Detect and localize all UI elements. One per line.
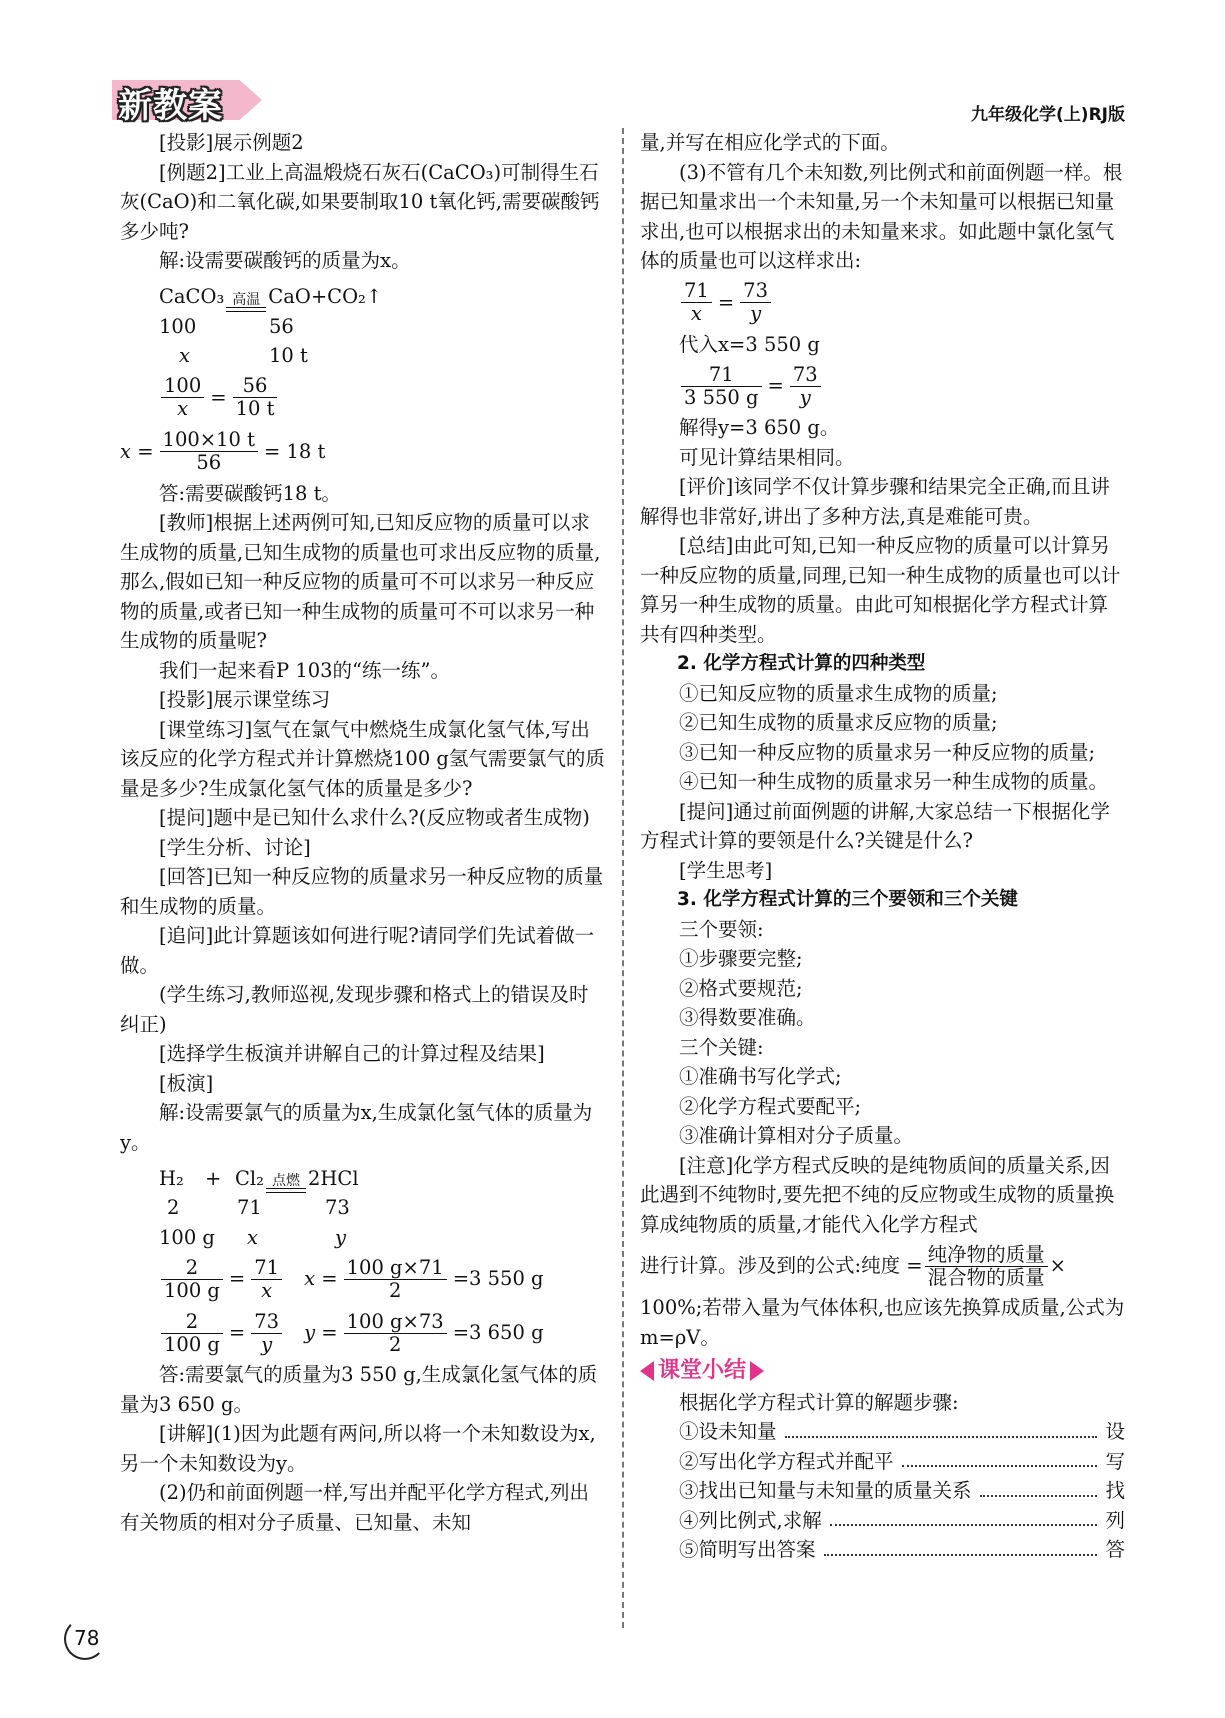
section-heading: 3. 化学方程式计算的三个要领和三个关键 bbox=[677, 889, 1018, 910]
summary-step: ⑤简明写出答案 答 bbox=[640, 1535, 1125, 1565]
paragraph: 我们一起来看P 103的“练一练”。 bbox=[159, 658, 450, 682]
paragraph: 解:设需要碳酸钙的质量为x。 bbox=[159, 249, 411, 272]
paragraph: [课堂练习]氢气在氯气中燃烧生成氯化氢气体,写出该反应的化学方程式并计算燃烧100 g氢气需要氯气的质量是多少?生成氯化氢气体的质量是多少? bbox=[120, 717, 605, 800]
paragraph: [回答]已知一种反应物的质量求另一种反应物的质量和生成物的质量。 bbox=[120, 865, 604, 918]
summary-step: ③找出已知量与未知量的质量关系 找 bbox=[640, 1476, 1125, 1506]
list-item: ④已知一种生成物的质量求另一种生成物的质量。 bbox=[679, 770, 1109, 793]
paragraph: 100%;若带入量为气体体积,也应该先换算成质量,公式为m=ρV。 bbox=[640, 1296, 1125, 1349]
list-item: ①已知反应物的质量求生成物的质量; bbox=[679, 681, 998, 705]
section-heading: 2. 化学方程式计算的四种类型 bbox=[677, 653, 926, 674]
formula: CaO+CO₂↑ bbox=[268, 285, 383, 308]
paragraph: [讲解](1)因为此题有两问,所以将一个未知数设为x,另一个未知数设为y。 bbox=[120, 1422, 596, 1475]
paragraph: 可见计算结果相同。 bbox=[679, 445, 855, 469]
list-item: ③已知一种反应物的质量求另一种反应物的质量; bbox=[679, 740, 1096, 764]
proportion-equation: $\frac{71}{3 550 g}$ = $\frac{73}{y}$ bbox=[640, 359, 1125, 413]
right-triangle-icon bbox=[750, 1361, 764, 1381]
right-column bbox=[640, 128, 1125, 1565]
mass-row: 100 56 bbox=[159, 314, 294, 338]
mass-row: x 10 t bbox=[179, 344, 308, 367]
reaction-condition: 点燃 bbox=[266, 1174, 306, 1193]
paragraph: 代入x=3 550 g bbox=[679, 332, 820, 356]
summary-step: ②写出化学方程式并配平 写 bbox=[640, 1447, 1125, 1477]
list-item: ③得数要准确。 bbox=[679, 1006, 816, 1029]
paragraph: [评价]该同学不仅计算步骤和结果完全正确,而且讲解得也非常好,讲出了多种方法,真是难能可贵。 bbox=[640, 475, 1110, 528]
summary-step: ④列比例式,求解 列 bbox=[640, 1506, 1125, 1536]
mass-row: 2 71 73 bbox=[167, 1196, 350, 1219]
paragraph: [学生思考] bbox=[679, 858, 773, 882]
list-item: ③准确计算相对分子质量。 bbox=[679, 1124, 914, 1147]
paragraph: [提问]题中是已知什么求什么?(反应物或者生成物) bbox=[159, 806, 590, 829]
left-column bbox=[120, 128, 605, 1537]
equation-hcl: H₂ + Cl₂ 点燃 2HCl bbox=[120, 1157, 605, 1193]
list-item: 三个要领: bbox=[679, 917, 764, 941]
paragraph: [追问]此计算题该如何进行呢?请同学们先试着做一做。 bbox=[120, 924, 595, 977]
paragraph: (3)不管有几个未知数,列比例式和前面例题一样。根据已知量求出一个未知量,另一个未知量可以根据已知量求出,也可以根据求出的未知量来求。如此题中氯化氢气体的质量也可以这样求出: bbox=[640, 160, 1123, 272]
paragraph: 根据化学方程式计算的解题步骤: bbox=[679, 1390, 959, 1414]
page-number: 78 bbox=[64, 1618, 104, 1658]
paragraph: 解:设需要氯气的质量为x,生成氯化氢气体的质量为y。 bbox=[120, 1101, 593, 1154]
list-item: ①步骤要完整; bbox=[679, 947, 803, 970]
paragraph: [学生分析、讨论] bbox=[159, 835, 311, 859]
paragraph: [例题2]工业上高温煅烧石灰石(CaCO₃)可制得生石灰(CaO)和二氧化碳,如果要制取10 t氧化钙,需要碳酸钙多少吨? bbox=[120, 160, 600, 243]
purity-formula: 进行计算。涉及到的公式:纯度 = $\frac{\text{纯净物的质量}}{\text{混合物的质量}}$ × bbox=[640, 1242, 1066, 1289]
proportion-equation: $\frac{100}{x}$ = $\frac{56}{10 t}$ bbox=[120, 371, 605, 425]
logo-text: 新教案 bbox=[118, 86, 223, 126]
paragraph: [投影]展示课堂练习 bbox=[159, 688, 331, 711]
answer: 答:需要氯气的质量为3 550 g,生成氯化氢气体的质量为3 650 g。 bbox=[120, 1363, 598, 1416]
summary-step: ①设未知量 设 bbox=[640, 1417, 1125, 1447]
paragraph: 解得y=3 650 g。 bbox=[679, 416, 840, 439]
left-triangle-icon bbox=[640, 1361, 654, 1381]
formula: CaCO₃ bbox=[159, 285, 225, 308]
proportion-equation: $\frac{71}{x}$ = $\frac{73}{y}$ bbox=[640, 276, 1125, 330]
paragraph: (学生练习,教师巡视,发现步骤和格式上的错误及时纠正) bbox=[120, 983, 589, 1036]
paragraph: [教师]根据上述两例可知,已知反应物的质量可以求生成物的质量,已知生成物的质量也可求出反应物的质量,那么,假如已知一种反应物的质量可不可以求另一种反应物的质量,或者已知一种生成物的质量可不可以求另一种生成物的质量呢? bbox=[120, 511, 601, 652]
list-item: ②已知生成物的质量求反应物的质量; bbox=[679, 711, 998, 734]
paragraph: [投影]展示例题2 bbox=[159, 131, 304, 154]
result-equation: x = $\frac{100\times 10 t}{56}$ = 18 t bbox=[120, 428, 326, 474]
reaction-condition: 高温 bbox=[226, 293, 266, 312]
list-item: ①准确书写化学式; bbox=[679, 1065, 842, 1088]
brand-logo bbox=[112, 76, 282, 124]
paragraph: [板演] bbox=[159, 1071, 214, 1095]
calculation-line: $\frac{2}{100 g}$ = $\frac{71}{x}$ x = $\frac{100 g\times 71}{2}$ =3 550 g bbox=[120, 1252, 605, 1306]
summary-section-title: 课堂小结 bbox=[640, 1356, 1125, 1386]
paragraph: 量,并写在相应化学式的下面。 bbox=[640, 131, 900, 154]
mass-row: 100 g x y bbox=[159, 1225, 347, 1249]
paragraph: (2)仍和前面例题一样,写出并配平化学方程式,列出有关物质的相对分子质量、已知量、未知 bbox=[120, 1481, 590, 1534]
paragraph: [总结]由此可知,已知一种反应物的质量可以计算另一种反应物的质量,同理,已知一种生成物的质量也可以计算另一种生成物的质量。由此可知根据化学方程式计算共有四种类型。 bbox=[640, 534, 1121, 646]
list-item: ②化学方程式要配平; bbox=[679, 1094, 862, 1118]
paragraph: [选择学生板演并讲解自己的计算过程及结果] bbox=[159, 1042, 545, 1065]
paragraph: [提问]通过前面例题的讲解,大家总结一下根据化学方程式计算的要领是什么?关键是什么? bbox=[640, 799, 1110, 852]
paragraph: [注意]化学方程式反映的是纯物质间的质量关系,因此遇到不纯物时,要先把不纯的反应物或生成物的质量换算成纯物质的质量,才能代入化学方程式 bbox=[640, 1153, 1115, 1236]
list-item: ②格式要规范; bbox=[679, 976, 803, 1000]
equation-caco3 bbox=[120, 276, 605, 312]
book-title: 九年级化学(上)RJ版 bbox=[971, 105, 1125, 125]
calculation-line: $\frac{2}{100 g}$ = $\frac{73}{y}$ y = $\frac{100 g\times 73}{2}$ =3 650 g bbox=[120, 1306, 605, 1360]
column-divider bbox=[622, 128, 624, 1628]
answer: 答:需要碳酸钙18 t。 bbox=[159, 481, 341, 505]
list-item: 三个关键: bbox=[679, 1035, 764, 1059]
